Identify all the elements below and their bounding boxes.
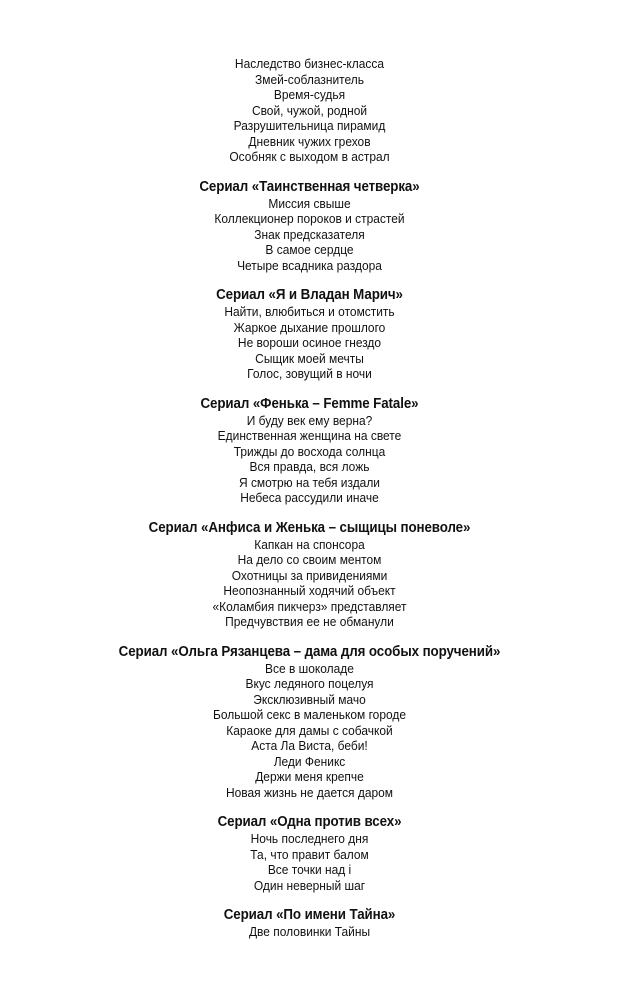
series-heading: Сериал «Таинственная четверка» [199, 178, 420, 195]
book-title: Небеса рассудили иначе [240, 490, 379, 505]
book-title: Один неверный шаг [253, 877, 366, 893]
book-title: Держи меня крепче [255, 769, 364, 784]
book-title: Особняк с выходом в астрал [229, 149, 390, 164]
book-title: Миссия свыше [268, 195, 351, 211]
book-title: Все точки над i [267, 862, 352, 877]
book-title: Капкан на спонсора [254, 536, 365, 552]
book-title: Коллекционер пороков и страстей [214, 211, 405, 226]
book-title: Не вороши осиное гнездо [237, 335, 382, 350]
book-title: Единственная женщина на свете [217, 428, 402, 443]
book-title: Вкус ледяного поцелуя [245, 676, 374, 691]
series-heading: Сериал «Фенька – Femme Fatale» [200, 395, 419, 412]
series-block-tainstvennaya-chetverka [0, 179, 619, 274]
book-title: Охотницы за привидениями [231, 567, 388, 583]
series-heading: Сериал «Анфиса и Женька – сыщицы поневоле» [148, 519, 471, 536]
book-title: Дневник чужих грехов [248, 133, 371, 149]
book-title: Змей-соблазнитель [255, 71, 364, 87]
book-title: На дело со своим ментом [237, 552, 382, 567]
book-title: Свой, чужой, родной [251, 102, 368, 118]
book-title: Найти, влюбиться и отомстить [224, 304, 395, 319]
series-block-anfisa-i-zhenka [0, 520, 619, 630]
book-title: Караоке для дамы с собачкой [226, 722, 393, 738]
book-title: Две половинки Тайны [248, 924, 371, 939]
series-heading: Сериал «Одна против всех» [217, 814, 402, 830]
book-title: Голос, зовущий в ночи [247, 366, 372, 381]
book-title: «Коламбия пикчерз» представляет [212, 598, 407, 614]
series-block-po-imeni-tayna [0, 907, 619, 940]
book-title: Разрушительница пирамид [233, 118, 386, 133]
book-title: Леди Феникс [273, 753, 346, 769]
series-block-fenka-femme-fatale [0, 396, 619, 506]
book-title: Новая жизнь не дается даром [225, 784, 394, 800]
book-title: Большой секс в маленьком городе [212, 707, 406, 722]
series-block-olga-ryazantseva [0, 644, 619, 801]
book-title: Наследство бизнес-класса [234, 56, 385, 71]
series-block-ya-i-vladan-marich [0, 287, 619, 382]
book-title: Ночь последнего дня [250, 831, 369, 846]
book-title: Вся правда, вся ложь [249, 459, 370, 474]
intro-title-list [0, 56, 619, 165]
book-title: Трижды до восхода солнца [233, 443, 386, 459]
book-title: Четыре всадника раздора [237, 257, 382, 273]
book-title: Неопознанный ходячий объект [223, 583, 396, 598]
series-heading: Сериал «Я и Владан Марич» [216, 287, 403, 303]
book-title: Жаркое дыхание прошлого [233, 319, 386, 335]
book-title: Время-судья [273, 87, 346, 102]
book-title: Все в шоколаде [265, 660, 354, 676]
book-list-page [0, 56, 619, 940]
book-title: Я смотрю на тебя издали [238, 474, 380, 490]
series-block-odna-protiv-vseh [0, 814, 619, 893]
book-title: Аста Ла Виста, беби! [251, 738, 368, 753]
book-title: И буду век ему верна? [246, 412, 373, 428]
book-title: Эксклюзивный мачо [253, 691, 366, 707]
series-heading: Сериал «Ольга Рязанцева – дама для особых поручений» [118, 643, 501, 660]
series-heading: Сериал «По имени Тайна» [223, 907, 396, 923]
book-title: Сыщик моей мечты [255, 350, 364, 366]
book-title: Предчувствия ее не обманули [225, 614, 394, 629]
book-title: В самое сердце [265, 242, 354, 257]
book-title: Та, что правит балом [250, 846, 369, 862]
book-title: Знак предсказателя [254, 226, 365, 242]
